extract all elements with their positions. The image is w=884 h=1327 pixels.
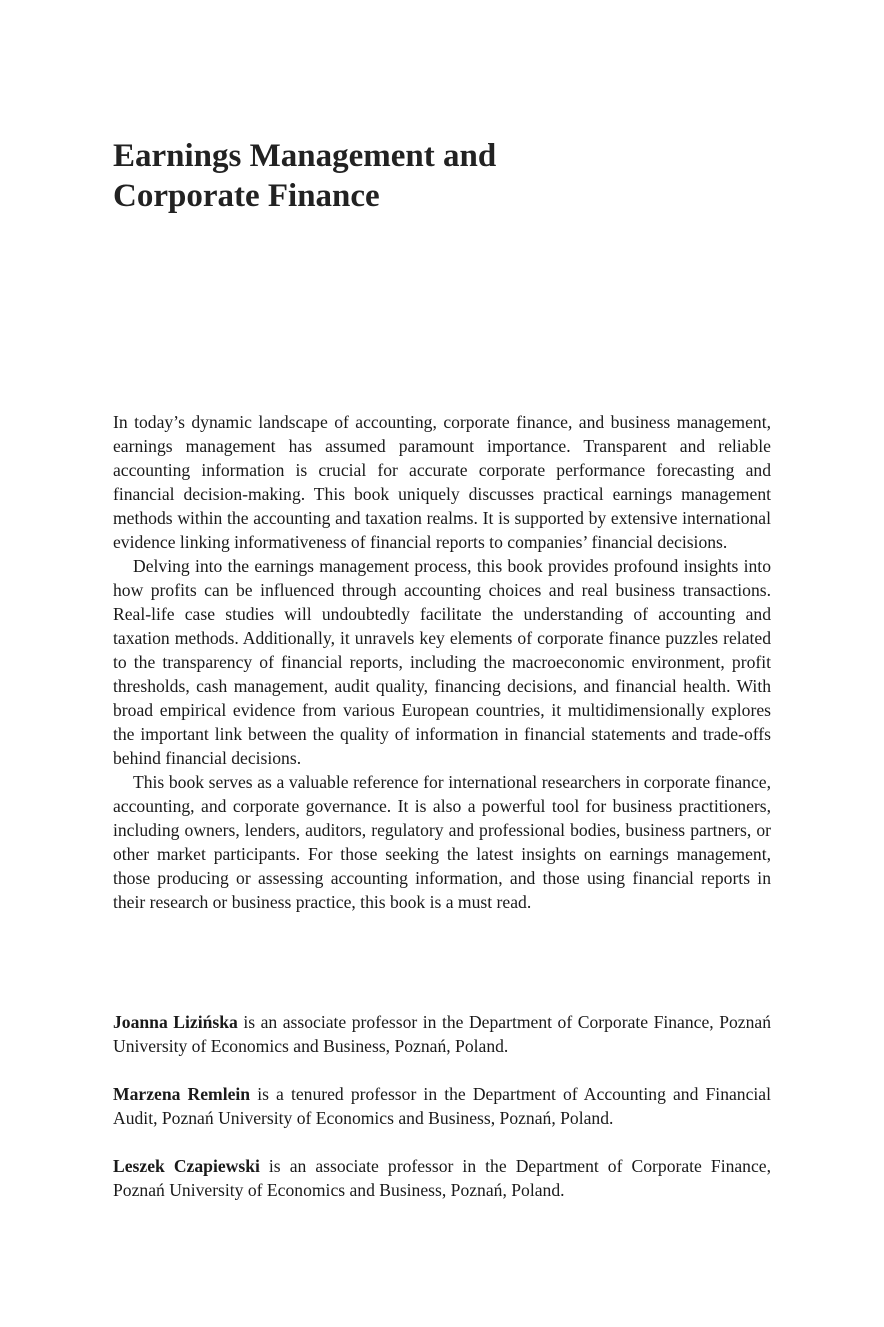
author-name: Marzena Remlein	[113, 1084, 251, 1104]
author-bios	[113, 1010, 771, 1226]
description-paragraph: Delving into the earnings management process, this book provides profound insights into how profits can be influenced through accounting choices and real business transactions. Real-life case studies will undoubtedly facilitate the understanding of accounting and taxation methods. Additionally, it unravels key elements of corporate finance puzzles related to the transparency of financial reports, including the macroeconomic environment, profit thresholds, cash management, audit quality, financing decisions, and financial health. With broad empirical evidence from various European countries, it multidimensionally explores the important link between the quality of information in financial statements and trade-offs behind financial decisions.	[113, 556, 771, 768]
author-bio	[113, 1082, 771, 1130]
description-paragraph: This book serves as a valuable reference for international researchers in corporate finance, accounting, and corporate governance. It is also a powerful tool for business practitioners, including owners, lenders, auditors, regulatory and professional bodies, business partners, or other market participants. For those seeking the latest insights on earnings management, those producing or assessing accounting information, and those using financial reports in their research or business practice, this book is a must read.	[113, 772, 771, 912]
description-paragraph: In today’s dynamic landscape of accounting, corporate finance, and business management, earnings management has assumed paramount importance. Transparent and reliable accounting information is crucial for accurate corporate performance forecasting and financial decision-making. This book uniquely discusses practical earnings management methods within the accounting and taxation realms. It is supported by extensive international evidence linking informativeness of financial reports to companies’ financial decisions.	[113, 412, 771, 552]
book-title	[113, 136, 773, 216]
author-bio	[113, 1010, 771, 1058]
author-name: Leszek Czapiewski	[113, 1156, 260, 1176]
author-description: is an associate professor in the Department of Corporate Finance, Poznań University of Economics and Business, Poznań, Poland.	[113, 1012, 771, 1056]
author-name: Joanna Lizińska	[113, 1012, 238, 1032]
author-bio	[113, 1154, 771, 1202]
book-title-line-1: Earnings Management and	[113, 138, 497, 174]
author-description: is an associate professor in the Department of Corporate Finance, Poznań University of Economics and Business, Poznań, Poland.	[113, 1156, 771, 1200]
book-description	[113, 410, 771, 914]
author-description: is a tenured professor in the Department of Accounting and Financial Audit, Poznań University of Economics and Business, Poznań, Poland.	[113, 1084, 771, 1128]
book-title-line-2: Corporate Finance	[113, 178, 380, 214]
